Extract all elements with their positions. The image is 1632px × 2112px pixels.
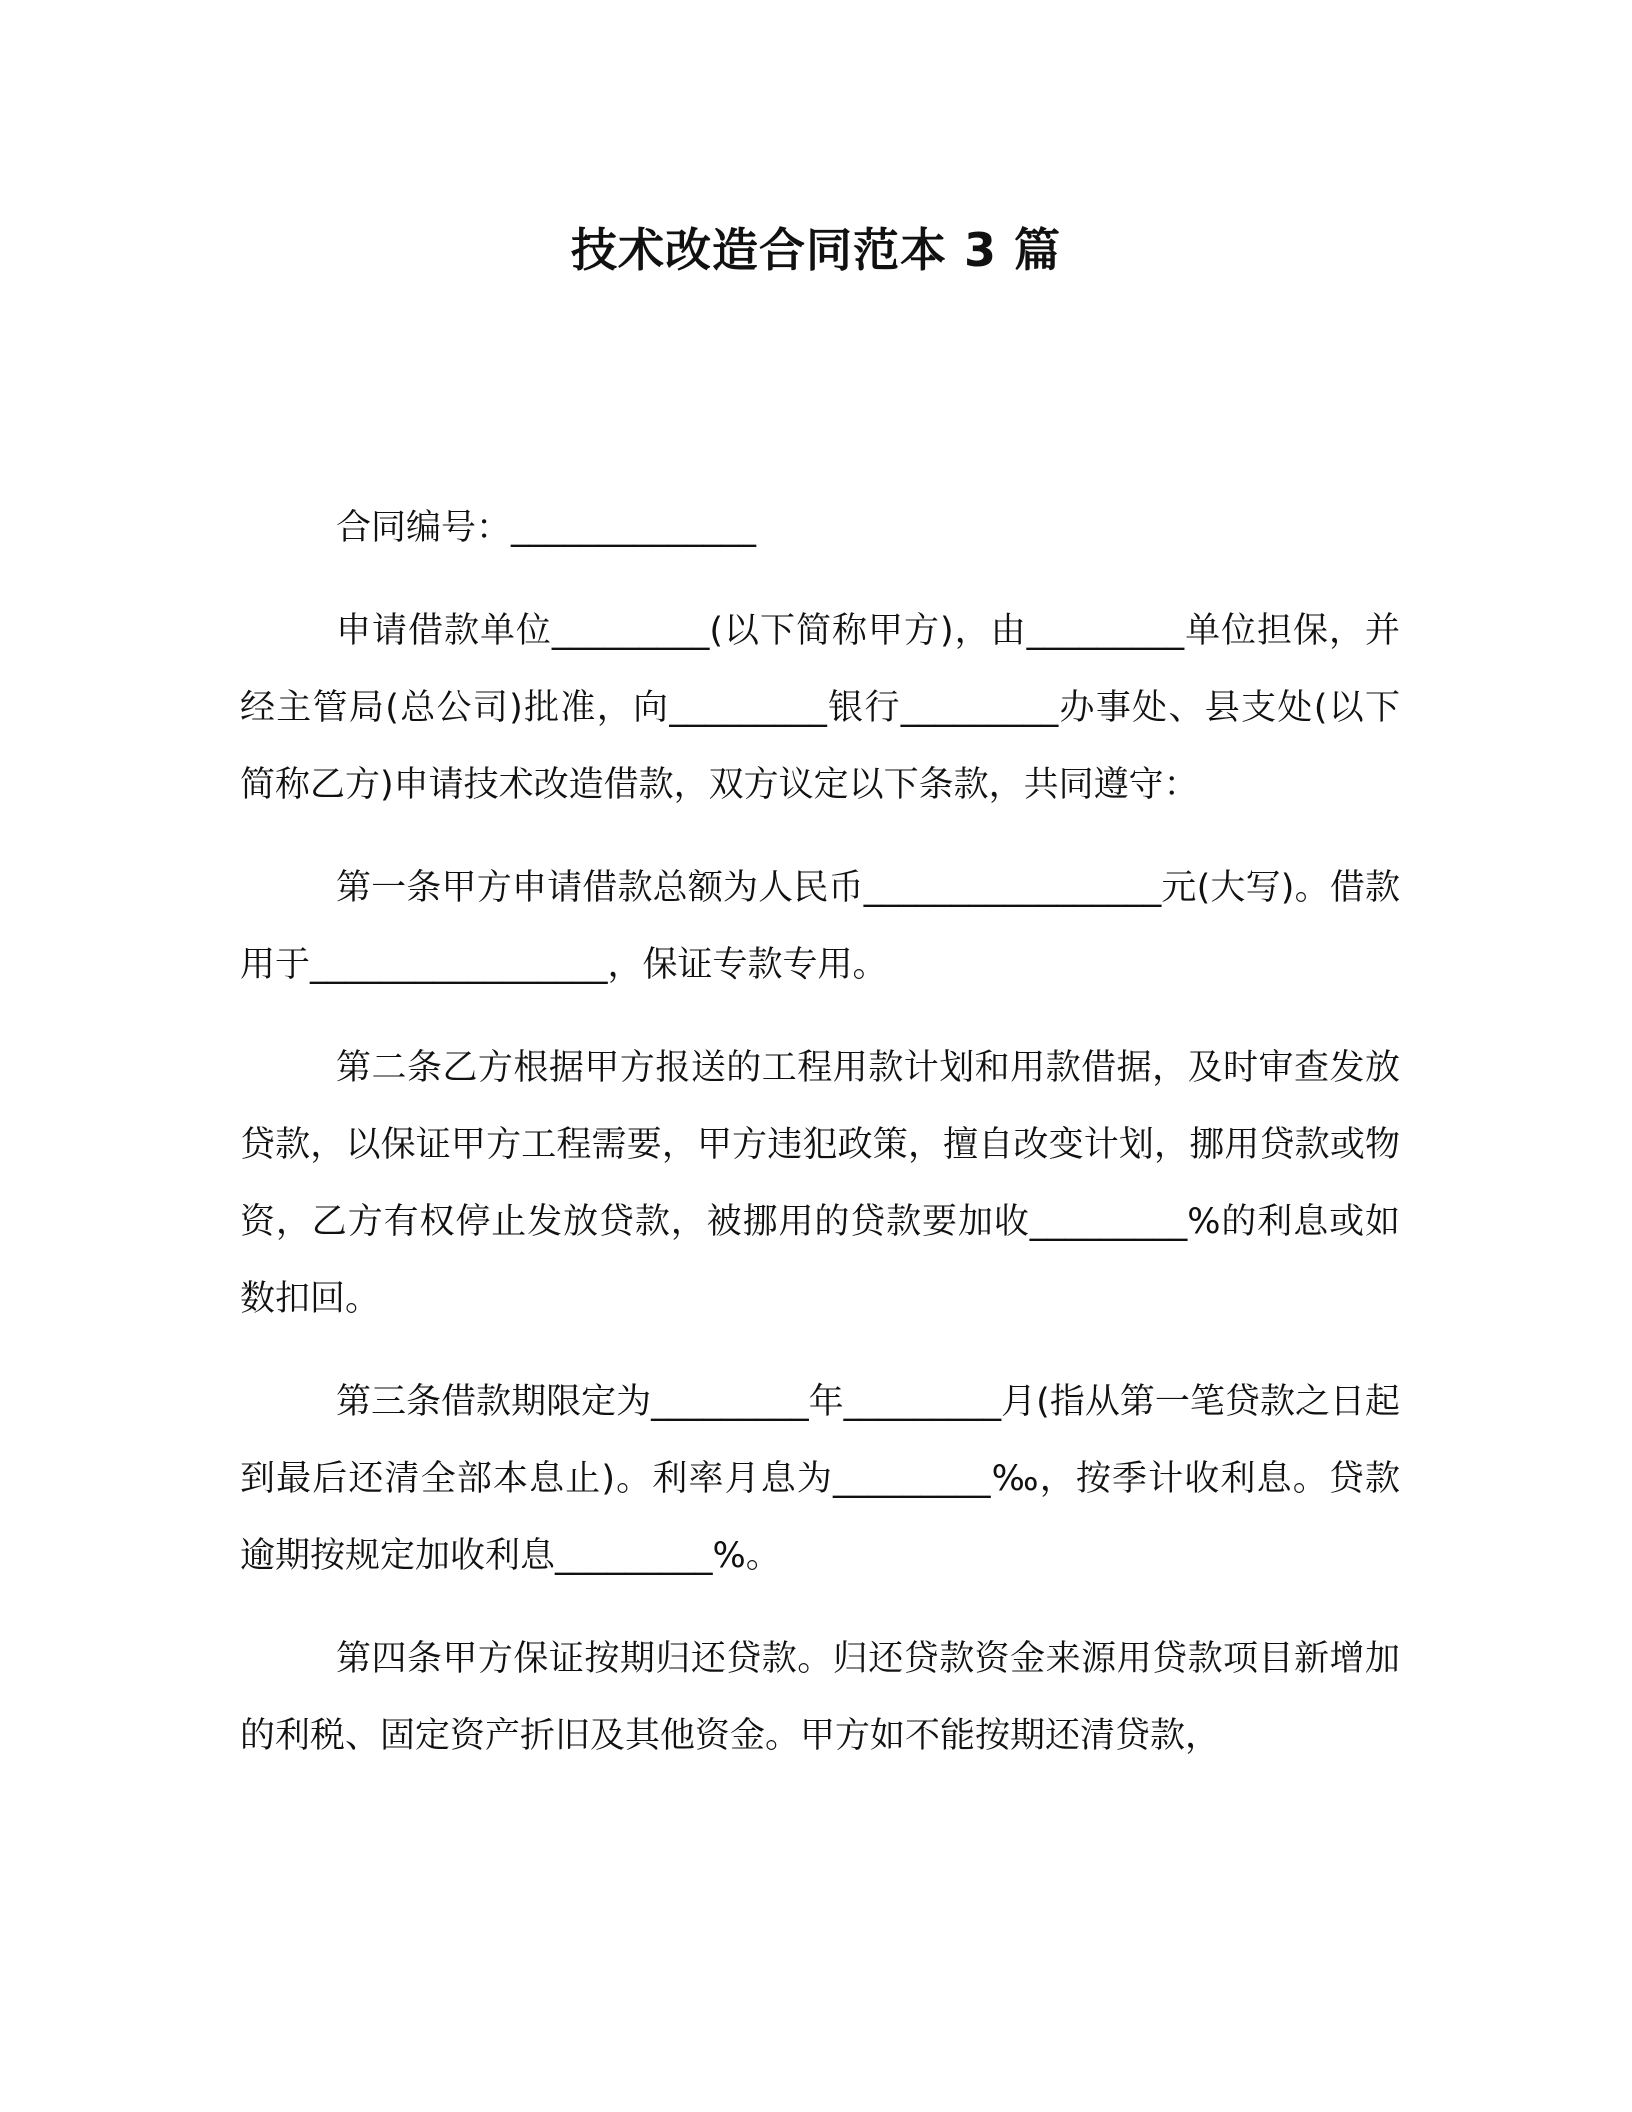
paragraph-article-1: 第一条甲方申请借款总额为人民币_________________元(大写)。借款用于_________________，保证专款专用。	[240, 868, 1400, 985]
paragraph-article-4: 第四条甲方保证按期归还贷款。归还贷款资金来源用贷款项目新增加的利税、固定资产折旧及其他资金。甲方如不能按期还清贷款，	[240, 1639, 1400, 1756]
contract-number-line: 合同编号：______________	[336, 508, 757, 548]
document-body	[240, 490, 1400, 1801]
paragraph-applicant: 申请借款单位_________(以下简称甲方)，由_________单位担保，并经主管局(总公司)批准，向_________银行_________办事处、县支处(以下简称乙方)申请技术改造借款，双方议定以下条款，共同遵守：	[240, 611, 1400, 805]
paragraph-article-3: 第三条借款期限定为_________年_________月(指从第一笔贷款之日起到最后还清全部本息止)。利率月息为_________‰，按季计收利息。贷款逾期按规定加收利息_________%。	[240, 1382, 1400, 1576]
document-title: 技术改造合同范本 3 篇	[570, 223, 1062, 277]
paragraph-article-2: 第二条乙方根据甲方报送的工程用款计划和用款借据，及时审查发放贷款，以保证甲方工程需要，甲方违犯政策，擅自改变计划，挪用贷款或物资，乙方有权停止发放贷款，被挪用的贷款要加收_________%的利息或如数扣回。	[240, 1048, 1400, 1319]
